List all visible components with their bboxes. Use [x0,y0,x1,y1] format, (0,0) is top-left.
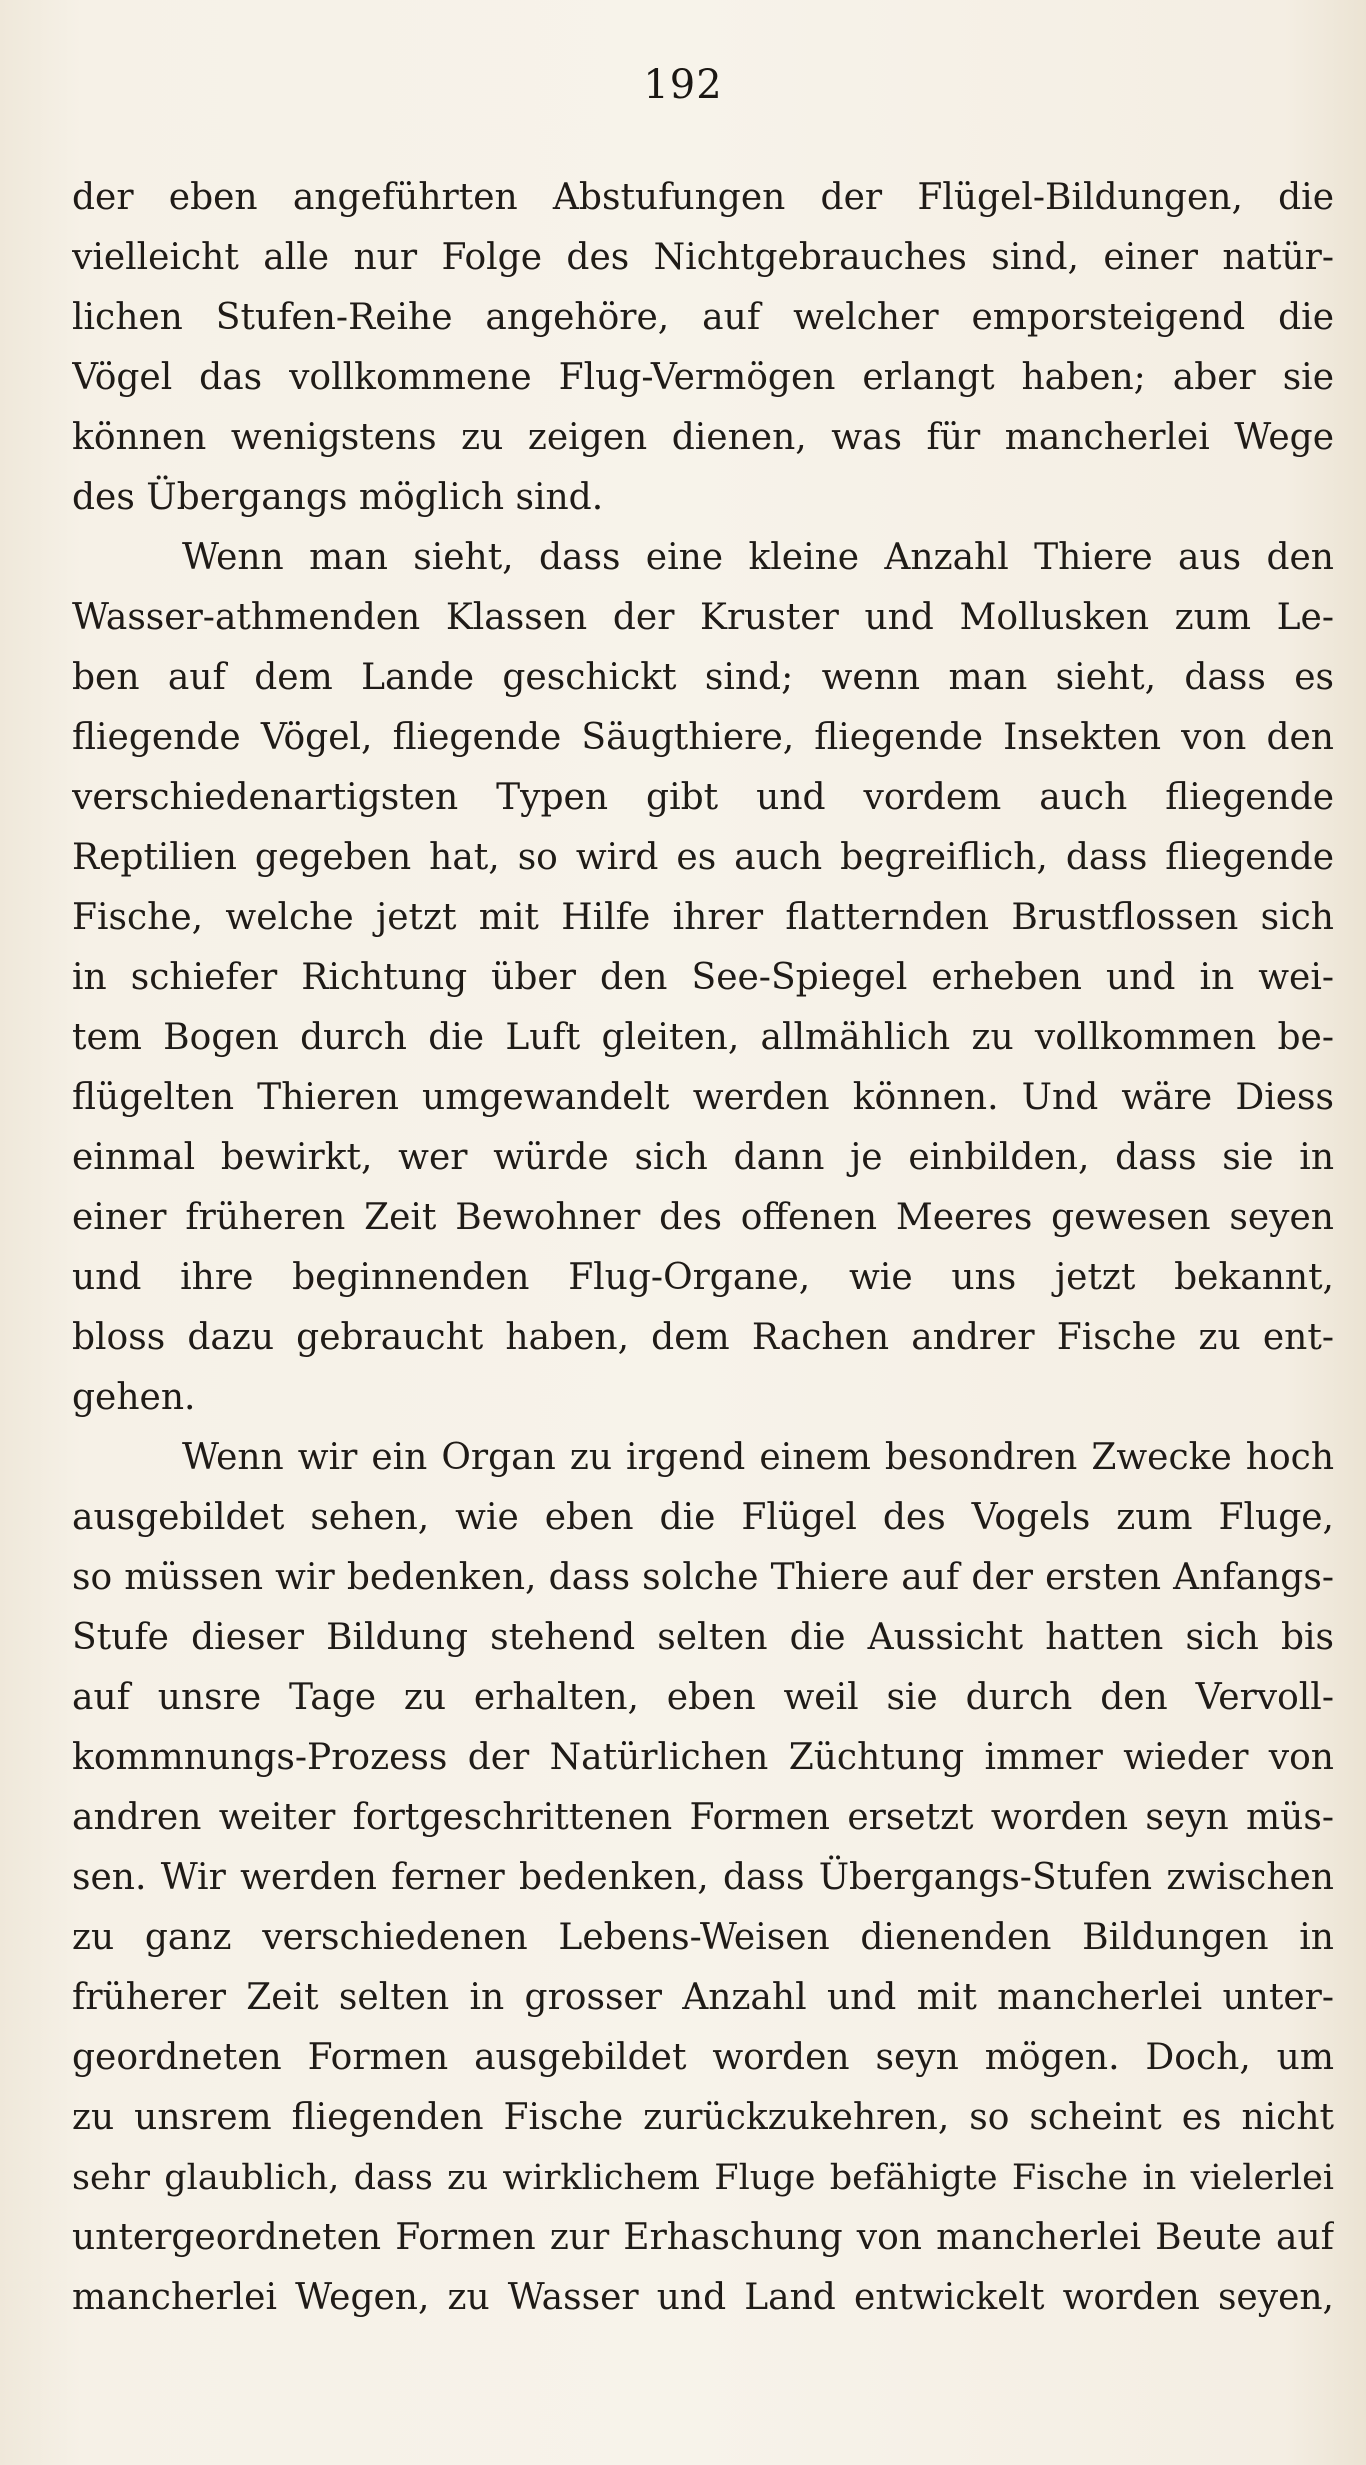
text-line: geordneten Formen ausgebildet worden seyn mögen. Doch, um [72,2037,1334,2078]
text-line: einer früheren Zeit Bewohner des offenen Meeres gewesen seyen [72,1197,1334,1238]
text-line: der eben angeführten Abstufungen der Flügel-Bildungen, die [72,177,1334,218]
text-line: Wenn man sieht, dass eine kleine Anzahl Thiere aus den [182,537,1334,578]
text-line: lichen Stufen-Reihe angehöre, auf welcher emporsteigend die [72,297,1334,338]
text-line: untergeordneten Formen zur Erhaschung von mancherlei Beute auf [72,2217,1334,2258]
text-line: einmal bewirkt, wer würde sich dann je einbilden, dass sie in [72,1137,1334,1178]
text-line: auf unsre Tage zu erhalten, eben weil sie durch den Vervoll- [72,1677,1334,1718]
text-line: andren weiter fortgeschrittenen Formen ersetzt worden seyn müs- [72,1797,1334,1838]
text-line: mancherlei Wegen, zu Wasser und Land entwickelt worden seyen, [72,2277,1334,2318]
text-line: Wenn wir ein Organ zu irgend einem besondren Zwecke hoch [182,1437,1334,1478]
text-line: Stufe dieser Bildung stehend selten die Aussicht hatten sich bis [72,1617,1334,1658]
text-line: Reptilien gegeben hat, so wird es auch begreiflich, dass fliegende [72,837,1334,878]
text-line: ben auf dem Lande geschickt sind; wenn man sieht, dass es [72,657,1334,698]
text-line: Vögel das vollkommene Flug-Vermögen erlangt haben; aber sie [72,357,1334,398]
text-line: verschiedenartigsten Typen gibt und vordem auch fliegende [72,777,1334,818]
text-line: fliegende Vögel, fliegende Säugthiere, fliegende Insekten von den [72,717,1334,758]
text-line: gehen. [72,1377,196,1418]
text-line: Wasser-athmenden Klassen der Kruster und Mollusken zum Le- [72,597,1334,638]
text-line: flügelten Thieren umgewandelt werden können. Und wäre Diess [72,1077,1334,1118]
text-line: in schiefer Richtung über den See-Spiegel erheben und in wei- [72,957,1334,998]
text-line: des Übergangs möglich sind. [72,477,604,518]
text-line: zu ganz verschiedenen Lebens-Weisen dienenden Bildungen in [72,1917,1334,1958]
text-line: können wenigstens zu zeigen dienen, was für mancherlei Wege [72,417,1334,458]
text-line: kommnungs-Prozess der Natürlichen Züchtung immer wieder von [72,1737,1334,1778]
text-line: so müssen wir bedenken, dass solche Thiere auf der ersten Anfangs- [72,1557,1334,1598]
page-number: 192 [643,62,723,108]
text-line: vielleicht alle nur Folge des Nichtgebrauches sind, einer natür- [72,237,1334,278]
text-line: und ihre beginnenden Flug-Organe, wie uns jetzt bekannt, [72,1257,1334,1298]
text-line: sen. Wir werden ferner bedenken, dass Übergangs-Stufen zwischen [72,1857,1334,1898]
body-text [72,168,1334,2328]
text-line: tem Bogen durch die Luft gleiten, allmählich zu vollkommen be- [72,1017,1334,1058]
text-line: bloss dazu gebraucht haben, dem Rachen andrer Fische zu ent- [72,1317,1334,1358]
text-line: zu unsrem fliegenden Fische zurückzukehren, so scheint es nicht [72,2097,1334,2138]
text-line: sehr glaublich, dass zu wirklichem Fluge befähigte Fische in vielerlei [72,2158,1334,2198]
text-line: Fische, welche jetzt mit Hilfe ihrer flatternden Brustflossen sich [72,897,1334,938]
text-line: ausgebildet sehen, wie eben die Flügel des Vogels zum Fluge, [72,1497,1334,1538]
text-line: früherer Zeit selten in grosser Anzahl und mit mancherlei unter- [72,1977,1334,2018]
